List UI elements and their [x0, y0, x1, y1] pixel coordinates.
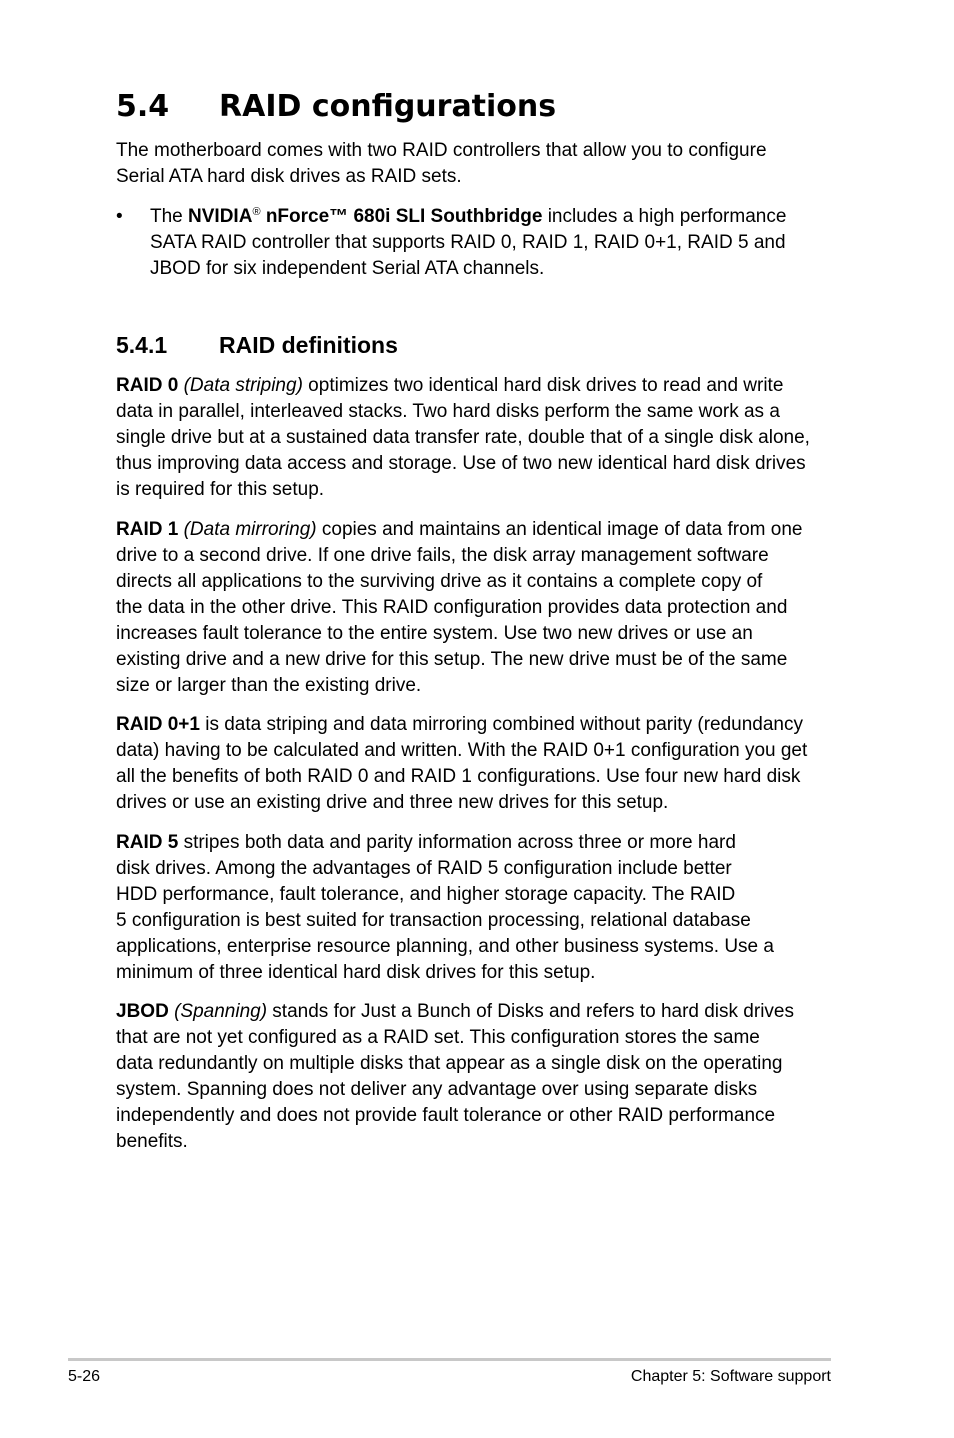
- definition-line: applications, enterprise resource planning, and other business systems. Use a: [116, 936, 774, 957]
- definition-line: the data in the other drive. This RAID configuration provides data protection and: [116, 597, 788, 618]
- definition-line: existing drive and a new drive for this setup. The new drive must be of the same: [116, 649, 788, 670]
- raid5-definition: [116, 830, 841, 986]
- registered-mark: ®: [252, 206, 261, 218]
- page-number: 5-26: [68, 1368, 101, 1385]
- definition-qualifier: (Data mirroring): [183, 519, 317, 540]
- definition-line: HDD performance, fault tolerance, and higher storage capacity. The RAID: [116, 884, 736, 905]
- definition-qualifier: (Data striping): [183, 375, 303, 396]
- subsection-number: 5.4.1: [116, 332, 168, 358]
- definition-line: directs all applications to the surviving drive as it contains a complete copy of: [116, 571, 763, 592]
- definition-line: JBOD (Spanning) stands for Just a Bunch of Disks and refers to hard disk drives: [116, 1001, 794, 1022]
- chapter-label: Chapter 5: Software support: [630, 1368, 831, 1385]
- definition-line: data redundantly on multiple disks that appear as a single disk on the operating: [116, 1053, 783, 1074]
- bullet-line: SATA RAID controller that supports RAID 0, RAID 1, RAID 0+1, RAID 5 and: [150, 232, 786, 253]
- bullet-line: JBOD for six independent Serial ATA channels.: [150, 258, 545, 279]
- definition-line: thus improving data access and storage. Use of two new identical hard disk drives: [116, 453, 806, 474]
- section-title: RAID configurations: [219, 89, 557, 124]
- definition-line: RAID 5 stripes both data and parity information across three or more hard: [116, 832, 736, 853]
- definition-qualifier: (Spanning): [174, 1001, 268, 1022]
- raid1-definition: [116, 517, 841, 699]
- definition-line: that are not yet configured as a RAID set. This configuration stores the same: [116, 1027, 760, 1048]
- bullet-marker: •: [116, 206, 123, 227]
- section-number: 5.4: [116, 89, 170, 124]
- definition-line: drive to a second drive. If one drive fails, the disk array management software: [116, 545, 769, 566]
- definition-term: RAID 0+1: [116, 714, 200, 735]
- definition-line: is required for this setup.: [116, 479, 325, 500]
- definition-line: single drive but at a sustained data transfer rate, double that of a single disk alone,: [116, 427, 810, 448]
- definition-line: system. Spanning does not deliver any advantage over using separate disks: [116, 1079, 758, 1100]
- definition-line: disk drives. Among the advantages of RAID 5 configuration include better: [116, 858, 732, 879]
- raid0-definition: [116, 373, 841, 503]
- definition-line: independently and does not provide fault tolerance or other RAID performance: [116, 1105, 776, 1126]
- definition-line: RAID 0+1 is data striping and data mirroring combined without parity (redundancy: [116, 714, 803, 735]
- product-name: nForce™ 680i SLI Southbridge: [260, 206, 543, 227]
- definition-line: size or larger than the existing drive.: [116, 675, 422, 696]
- definition-term: RAID 5: [116, 832, 179, 853]
- definition-line: increases fault tolerance to the entire system. Use two new drives or use an: [116, 623, 753, 644]
- nvidia-bullet-item: [116, 204, 856, 282]
- page-title: [116, 84, 556, 130]
- definition-term: RAID 1: [116, 519, 179, 540]
- definition-line: RAID 0 (Data striping) optimizes two identical hard disk drives to read and write: [116, 375, 784, 396]
- definition-term: JBOD: [116, 1001, 169, 1022]
- definition-line: benefits.: [116, 1131, 188, 1152]
- definition-line: drives or use an existing drive and three new drives for this setup.: [116, 792, 669, 813]
- raid01-definition: [116, 712, 841, 816]
- definition-line: 5 configuration is best suited for transaction processing, relational database: [116, 910, 751, 931]
- definition-line: data in parallel, interleaved stacks. Two hard disks perform the same work as a: [116, 401, 780, 422]
- definition-line: RAID 1 (Data mirroring) copies and maintains an identical image of data from one: [116, 519, 803, 540]
- subsection-heading: [116, 329, 398, 361]
- jbod-definition: [116, 999, 841, 1155]
- subsection-title: RAID definitions: [219, 332, 398, 358]
- footer-divider: [68, 1358, 831, 1361]
- intro-paragraph: [116, 138, 841, 190]
- definition-line: data) having to be calculated and written. With the RAID 0+1 configuration you get: [116, 740, 808, 761]
- intro-line: Serial ATA hard disk drives as RAID sets.: [116, 166, 462, 187]
- bullet-line: The NVIDIA® nForce™ 680i SLI Southbridge includes a high performance: [150, 206, 787, 227]
- intro-line: The motherboard comes with two RAID controllers that allow you to configure: [116, 140, 767, 161]
- brand-name: NVIDIA: [188, 206, 253, 227]
- definition-line: minimum of three identical hard disk drives for this setup.: [116, 962, 596, 983]
- definition-term: RAID 0: [116, 375, 179, 396]
- definition-line: all the benefits of both RAID 0 and RAID 1 configurations. Use four new hard disk: [116, 766, 801, 787]
